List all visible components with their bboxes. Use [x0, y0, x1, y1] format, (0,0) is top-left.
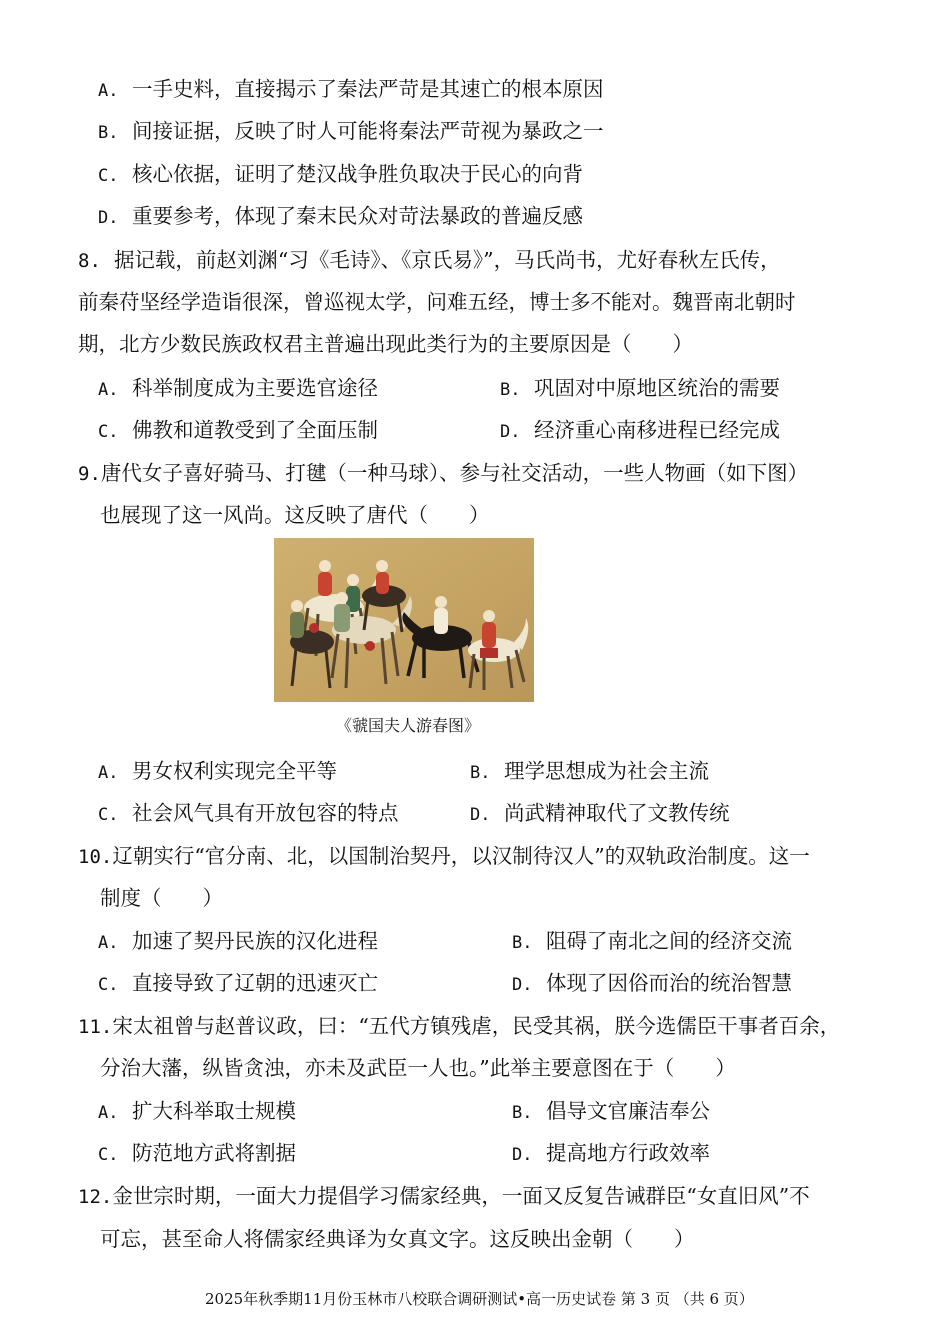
stem-text: 金世宗时期，一面大力提倡学习儒家经典，一面又反复告诫群臣“女直旧风”不	[112, 1184, 810, 1208]
option-letter: D.	[500, 422, 521, 442]
option-text: 重要参考，体现了秦末民众对苛法暴政的普遍反感	[132, 204, 583, 228]
q8-stem-line-3: 期，北方少数民族政权君主普遍出现此类行为的主要原因是（ ）	[78, 332, 693, 356]
option-text: 间接证据，反映了时人可能将秦法严苛视为暴政之一	[132, 119, 604, 143]
stem-text: 唐代女子喜好骑马、打毽（一种马球）、参与社交活动，一些人物画（如下图）	[100, 461, 809, 485]
question-number: 11.	[78, 1016, 113, 1038]
option-letter: D.	[98, 208, 119, 228]
q12-stem-line-1	[78, 1182, 810, 1211]
q7-option-a	[98, 75, 604, 105]
q9-option-a	[98, 757, 337, 787]
stem-text: 据记载，前赵刘渊“习《毛诗》、《京氏易》”，马氏尚书，尤好春秋左氏传，	[113, 248, 781, 272]
q10-option-a	[98, 927, 378, 957]
question-number: 8.	[78, 250, 101, 272]
question-number: 10.	[78, 846, 113, 868]
q9-option-d	[470, 799, 730, 829]
option-letter: A.	[98, 763, 119, 783]
option-letter: C.	[98, 166, 119, 186]
option-letter: B.	[98, 123, 119, 143]
question-number: 9.	[78, 463, 101, 485]
option-text: 佛教和道教受到了全面压制	[132, 418, 378, 442]
painting-image	[274, 538, 534, 702]
q11-option-a	[98, 1097, 296, 1127]
option-text: 核心依据，证明了楚汉战争胜负取决于民心的向背	[132, 162, 583, 186]
painting-caption: 《虢国夫人游春图》	[336, 716, 481, 735]
q11-stem-line-2: 分治大藩，纵皆贪浊，亦未及武臣一人也。”此举主要意图在于（ ）	[100, 1056, 736, 1080]
option-text: 提高地方行政效率	[546, 1141, 710, 1165]
q10-stem-line-1	[78, 842, 810, 871]
option-text: 阻碍了南北之间的经济交流	[546, 929, 792, 953]
option-text: 加速了契丹民族的汉化进程	[132, 929, 378, 953]
q8-stem-line-2: 前秦苻坚经学造诣很深，曾巡视太学，问难五经，博士多不能对。魏晋南北朝时	[78, 290, 796, 314]
stem-text: 宋太祖曾与赵普议政，曰：“五代方镇残虐，民受其祸，朕今选儒臣干事者百余，	[112, 1014, 841, 1038]
q7-option-c	[98, 160, 583, 190]
option-letter: A.	[98, 933, 119, 953]
q9-option-b	[470, 757, 709, 787]
option-letter: C.	[98, 422, 119, 442]
option-text: 体现了因俗而治的统治智慧	[546, 971, 792, 995]
option-text: 经济重心南移进程已经完成	[534, 418, 780, 442]
option-text: 尚武精神取代了文教传统	[504, 801, 730, 825]
q9-option-c	[98, 799, 399, 829]
q10-stem-line-2: 制度（ ）	[100, 886, 223, 910]
option-letter: C.	[98, 1145, 119, 1165]
q10-option-c	[98, 969, 378, 999]
q7-option-b	[98, 117, 604, 147]
q11-option-b	[512, 1097, 710, 1127]
option-text: 防范地方武将割据	[132, 1141, 296, 1165]
option-letter: B.	[512, 1103, 533, 1123]
option-letter: D.	[512, 1145, 533, 1165]
option-letter: C.	[98, 975, 119, 995]
q9-stem-line-1	[78, 459, 808, 488]
option-letter: C.	[98, 805, 119, 825]
option-letter: B.	[512, 933, 533, 953]
option-text: 理学思想成为社会主流	[504, 759, 709, 783]
q11-stem-line-1	[78, 1012, 840, 1041]
q8-option-a	[98, 374, 378, 404]
q7-option-d	[98, 202, 583, 232]
q8-option-b	[500, 374, 780, 404]
option-letter: D.	[470, 805, 491, 825]
option-letter: A.	[98, 380, 119, 400]
option-text: 倡导文官廉洁奉公	[546, 1099, 710, 1123]
q8-stem-line-1	[78, 246, 781, 275]
option-letter: D.	[512, 975, 533, 995]
q9-stem-line-2: 也展现了这一风尚。这反映了唐代（ ）	[100, 503, 490, 527]
option-letter: A.	[98, 1103, 119, 1123]
stem-text: 辽朝实行“官分南、北，以国制治契丹，以汉制待汉人”的双轨政治制度。这一	[112, 844, 810, 868]
option-text: 一手史料，直接揭示了秦法严苛是其速亡的根本原因	[132, 77, 604, 101]
option-text: 社会风气具有开放包容的特点	[132, 801, 399, 825]
q11-option-c	[98, 1139, 296, 1169]
q10-option-d	[512, 969, 792, 999]
q10-option-b	[512, 927, 792, 957]
option-text: 直接导致了辽朝的迅速灭亡	[132, 971, 378, 995]
q8-option-d	[500, 416, 780, 446]
q8-option-c	[98, 416, 378, 446]
option-letter: A.	[98, 81, 119, 101]
page-footer: 2025年秋季期11月份玉林市八校联合调研测试•高一历史试卷 第 3 页 （共 6 页）	[205, 1290, 754, 1308]
option-letter: B.	[470, 763, 491, 783]
q12-stem-line-2: 可忘，甚至命人将儒家经典译为女真文字。这反映出金朝（ ）	[100, 1227, 695, 1251]
option-text: 科举制度成为主要选官途径	[132, 376, 378, 400]
option-letter: B.	[500, 380, 521, 400]
q11-option-d	[512, 1139, 710, 1169]
question-number: 12.	[78, 1186, 113, 1208]
option-text: 扩大科举取士规模	[132, 1099, 296, 1123]
option-text: 巩固对中原地区统治的需要	[534, 376, 780, 400]
option-text: 男女权利实现完全平等	[132, 759, 337, 783]
